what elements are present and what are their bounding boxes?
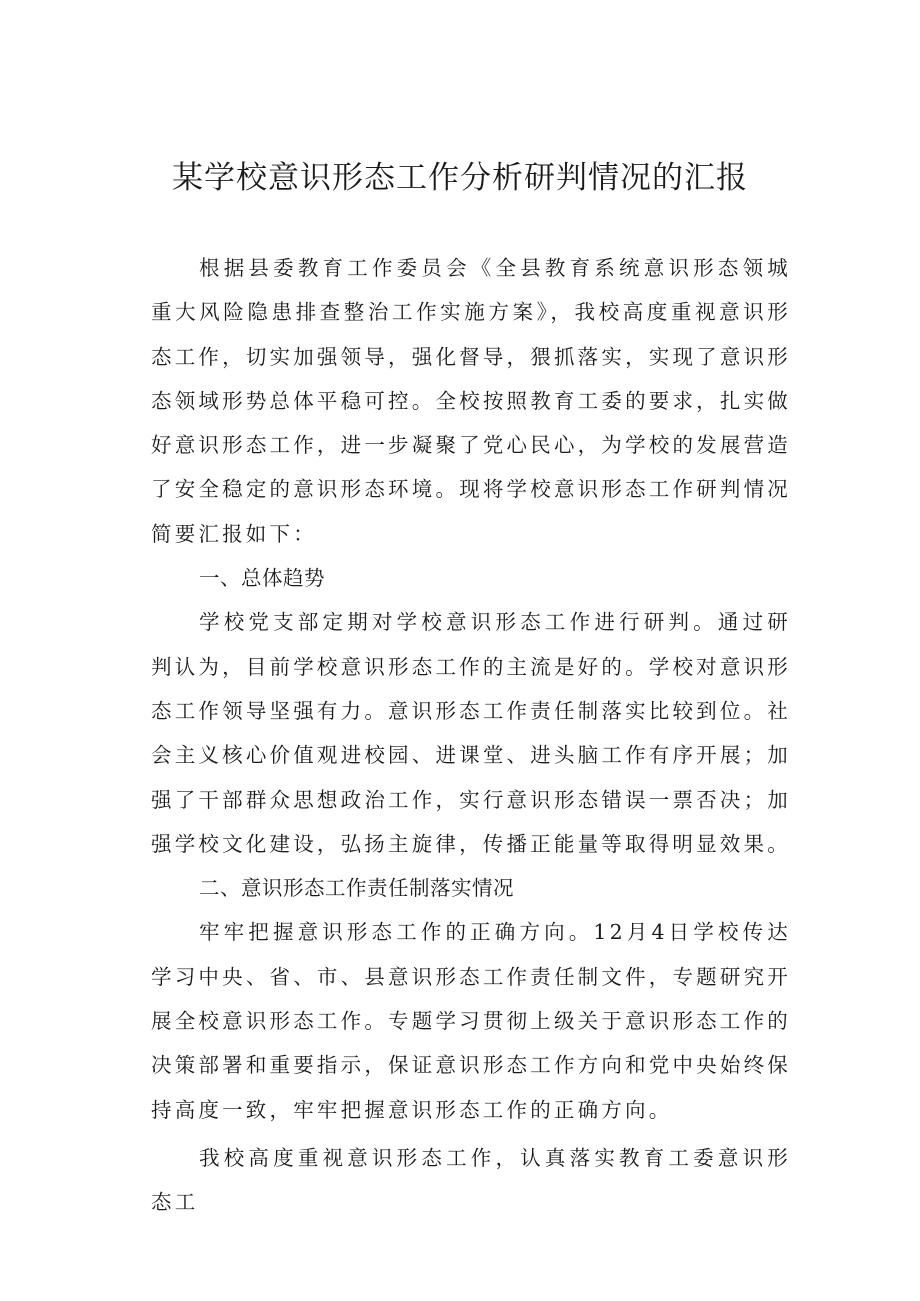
section-paragraph: 学校党支部定期对学校意识形态工作进行研判。通过研判认为，目前学校意识形态工作的主流是好的。学校对意识形态工作领导坚强有力。意识形态工作责任制落实比较到位。社会主义核心价值观进校园、进课堂、进头脑工作有序开展；加强了干部群众思想政治工作，实行意识形态错误一票否决；加强学校文化建设，弘扬主旋律，传播正能量等取得明显效果。 xyxy=(151,610,791,856)
intro-paragraph: 根据县委教育工作委员会《全县教育系统意识形态领城重大风险隐患排查整治工作实施方案》，我校高度重视意识形态工作，切实加强领导，强化督导，猥抓落实，实现了意识形态领域形势总体平稳可控。全校按照教育工委的要求，扎实做好意识形态工作，进一步凝聚了党心民心，为学校的发展营造了安全稳定的意识形态环境。现将学校意识形态工作研判情况简要汇报如下： xyxy=(151,256,791,546)
section-paragraph: 牢牢把握意识形态工作的正确方向。12月4日学校传达学习中央、省、市、县意识形态工作责任制文件，专题研究开展全校意识形态工作。专题学习贯彻上级关于意识形态工作的决策部署和重要指示，保证意识形态工作方向和党中央始终保持高度一致，牢牢把握意识形态工作的正确方向。 xyxy=(151,920,791,1122)
document-body xyxy=(151,246,791,1225)
section-paragraph: 我校高度重视意识形态工作，认真落实教育工委意识形态工 xyxy=(151,1145,791,1215)
section-heading-overall-trend: 一、总体趋势 xyxy=(199,566,325,591)
document-title: 某学校意识形态工作分析研判情况的汇报 xyxy=(172,160,748,196)
section-heading-responsibility: 二、意识形态工作责任制落实情况 xyxy=(199,876,514,901)
